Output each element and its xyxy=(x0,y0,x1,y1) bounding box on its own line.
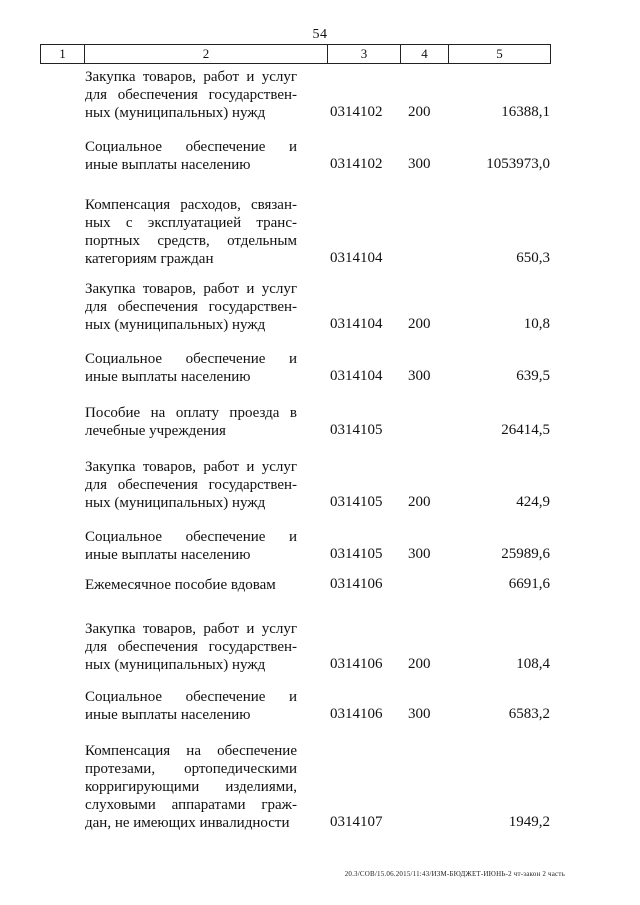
row-description-line: дан, не имеющих инвалидности xyxy=(85,815,290,831)
row-description-line: иные выплаты населению xyxy=(85,157,251,173)
amount-value: 424,9 xyxy=(516,494,550,510)
row-description xyxy=(85,138,297,174)
row-description-line: ных (муниципальных) нужд xyxy=(85,105,266,121)
row-description xyxy=(85,350,297,386)
row-description-line: для обеспечения государствен- xyxy=(85,87,297,103)
expense-type-code: 200 xyxy=(408,316,431,332)
target-article-code: 0314102 xyxy=(330,104,383,120)
expense-type-code: 200 xyxy=(408,494,431,510)
amount-value: 1053973,0 xyxy=(486,156,550,172)
expense-type-code: 300 xyxy=(408,706,431,722)
row-description-line: ных с эксплуатацией транс- xyxy=(85,215,297,231)
amount-value: 26414,5 xyxy=(501,422,550,438)
row-description xyxy=(85,688,297,724)
row-description xyxy=(85,458,297,512)
row-description-line: для обеспечения государствен- xyxy=(85,639,297,655)
expense-type-code: 200 xyxy=(408,656,431,672)
row-description-line: Пособие на оплату проезда в xyxy=(85,405,297,421)
amount-value: 16388,1 xyxy=(501,104,550,120)
row-description-line: категориям граждан xyxy=(85,251,214,267)
column-header-1: 1 xyxy=(41,45,85,64)
footer-file-reference: 20.3/СОВ/15.06.2015/11:43/ИЗМ-БЮДЖЕТ-ИЮНЬ-2 чт-закон 2 часть xyxy=(344,870,565,878)
row-description-line: Социальное обеспечение и xyxy=(85,139,297,155)
row-description-line: слуховыми аппаратами граж- xyxy=(85,797,297,813)
target-article-code: 0314104 xyxy=(330,368,383,384)
expense-type-code: 200 xyxy=(408,104,431,120)
target-article-code: 0314105 xyxy=(330,546,383,562)
target-article-code: 0314106 xyxy=(330,656,383,672)
row-description-line: Закупка товаров, работ и услуг xyxy=(85,69,297,85)
row-description-line: Социальное обеспечение и xyxy=(85,351,297,367)
row-description-line: Закупка товаров, работ и услуг xyxy=(85,621,297,637)
target-article-code: 0314106 xyxy=(330,706,383,722)
column-header-5: 5 xyxy=(449,45,551,64)
row-description-line: ных (муниципальных) нужд xyxy=(85,657,266,673)
row-description xyxy=(85,576,297,594)
amount-value: 6691,6 xyxy=(508,576,550,592)
page-number: 54 xyxy=(312,27,328,42)
row-description-line: иные выплаты населению xyxy=(85,707,251,723)
column-header-3: 3 xyxy=(328,45,401,64)
row-description-line: лечебные учреждения xyxy=(85,423,226,439)
target-article-code: 0314105 xyxy=(330,422,383,438)
target-article-code: 0314104 xyxy=(330,250,383,266)
expense-type-code: 300 xyxy=(408,156,431,172)
row-description-line: Социальное обеспечение и xyxy=(85,689,297,705)
amount-value: 650,3 xyxy=(516,250,550,266)
row-description-line: ных (муниципальных) нужд xyxy=(85,317,266,333)
row-description-line: Социальное обеспечение и xyxy=(85,529,297,545)
expense-type-code: 300 xyxy=(408,368,431,384)
row-description-line: иные выплаты населению xyxy=(85,547,251,563)
row-description-line: Закупка товаров, работ и услуг xyxy=(85,281,297,297)
row-description-line: для обеспечения государствен- xyxy=(85,299,297,315)
amount-value: 25989,6 xyxy=(501,546,550,562)
row-description-line: корригирующими изделиями, xyxy=(85,779,297,795)
target-article-code: 0314106 xyxy=(330,576,383,592)
amount-value: 639,5 xyxy=(516,368,550,384)
row-description-line: Компенсация на обеспечение xyxy=(85,743,297,759)
row-description xyxy=(85,620,297,674)
column-header-4: 4 xyxy=(401,45,449,64)
expense-type-code: 300 xyxy=(408,546,431,562)
target-article-code: 0314105 xyxy=(330,494,383,510)
row-description xyxy=(85,742,297,832)
row-description-line: протезами, ортопедическими xyxy=(85,761,297,777)
row-description-line: иные выплаты населению xyxy=(85,369,251,385)
column-header-row xyxy=(41,45,551,64)
row-description-line: для обеспечения государствен- xyxy=(85,477,297,493)
row-description xyxy=(85,68,297,122)
amount-value: 1949,2 xyxy=(508,814,550,830)
row-description-line: Компенсация расходов, связан- xyxy=(85,197,297,213)
row-description-line: ных (муниципальных) нужд xyxy=(85,495,266,511)
row-description-line: Ежемесячное пособие вдовам xyxy=(85,577,276,593)
row-description xyxy=(85,280,297,334)
target-article-code: 0314102 xyxy=(330,156,383,172)
row-description xyxy=(85,196,297,268)
target-article-code: 0314107 xyxy=(330,814,383,830)
row-description-line: портных средств, отдельным xyxy=(85,233,297,249)
column-header-2: 2 xyxy=(85,45,328,64)
amount-value: 10,8 xyxy=(523,316,550,332)
row-description xyxy=(85,404,297,440)
amount-value: 108,4 xyxy=(516,656,550,672)
amount-value: 6583,2 xyxy=(508,706,550,722)
row-description-line: Закупка товаров, работ и услуг xyxy=(85,459,297,475)
column-header-table xyxy=(40,44,551,64)
row-description xyxy=(85,528,297,564)
target-article-code: 0314104 xyxy=(330,316,383,332)
